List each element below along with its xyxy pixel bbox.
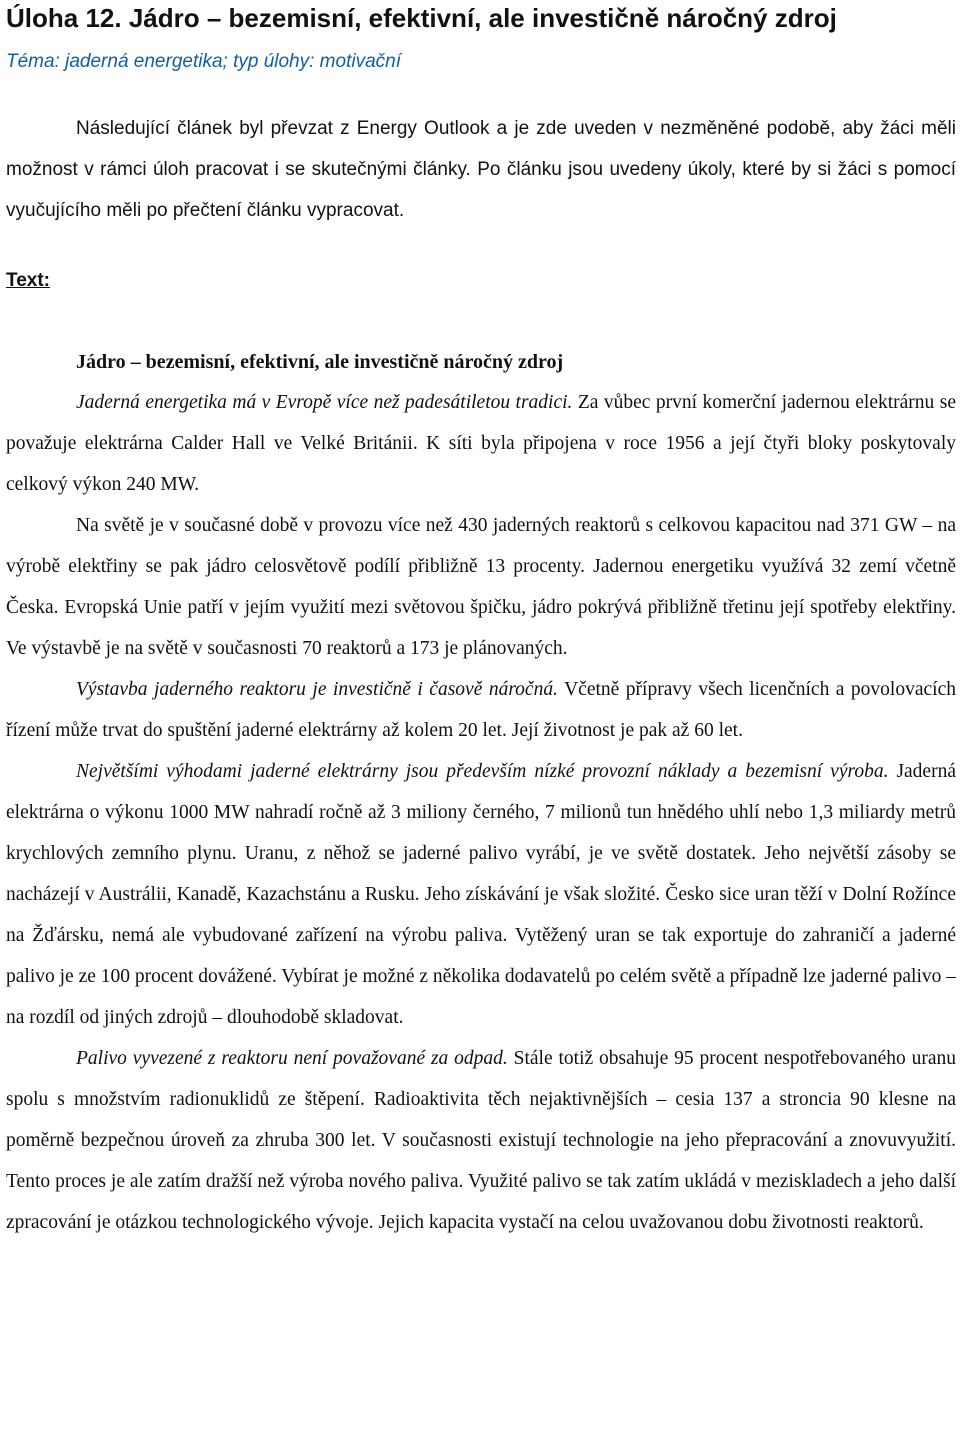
article-body xyxy=(6,382,956,1243)
paragraph-lead-italic: Výstavba jaderného reaktoru je investičně i časově náročná. xyxy=(76,679,558,700)
article-title: Jádro – bezemisní, efektivní, ale investičně náročný zdroj xyxy=(76,351,564,373)
paragraph-text: Včetně přípravy všech licenčních a povolovacích řízení může trvat do spuštění jaderné elektrárny až kolem 20 let. Její životnost je pak až 60 let. xyxy=(6,679,956,741)
article xyxy=(6,342,956,1243)
article-paragraph xyxy=(6,1038,956,1243)
paragraph-text: Stále totiž obsahuje 95 procent nespotřebovaného uranu spolu s množstvím radionuklidů ze štěpení. Radioaktivita těch nejaktivnějších – cesia 137 a stroncia 90 klesne na poměrně bezpečnou úroveň za zhruba 300 let. V současnosti existují technologie na jeho přepracování a znovuvyužití. Tento proces je ale zatím dražší než výroba nového paliva. Využité palivo se tak zatím ukládá v meziskladech a jeho další zpracování je otázkou technologického vývoje. Jejich kapacita vystačí na celou uvažovanou dobu životnosti reaktorů. xyxy=(6,1048,956,1233)
paragraph-lead-italic: Palivo vyvezené z reaktoru není považované za odpad. xyxy=(76,1048,508,1069)
article-paragraph xyxy=(6,505,956,669)
paragraph-text: Za vůbec první komerční jadernou elektrárnu se považuje elektrárna Calder Hall ve Velké Británii. K síti byla připojena v roce 1956 a její čtyři bloky poskytovaly celkový výkon 240 MW. xyxy=(6,392,956,495)
intro-paragraph: Následující článek byl převzat z Energy Outlook a je zde uveden v nezměněné podobě, aby žáci měli možnost v rámci úloh pracovat i se skutečnými články. Po článku jsou uvedeny úkoly, které by si žáci s pomocí vyučujícího měli po přečtení článku vypracovat. xyxy=(6,118,956,221)
article-paragraph xyxy=(6,751,956,1038)
paragraph-text: Na světě je v současné době v provozu více než 430 jaderných reaktorů s celkovou kapacitou nad 371 GW – na výrobě elektřiny se pak jádro celosvětově podílí přibližně 13 procenty. Jadernou energetiku využívá 32 zemí včetně Česka. Evropská Unie patří v jejím využití mezi světovou špičku, jádro pokrývá přibližně třetinu její spotřeby elektřiny. Ve výstavbě je na světě v současnosti 70 reaktorů a 173 je plánovaných. xyxy=(6,515,956,659)
page-title: Úloha 12. Jádro – bezemisní, efektivní, ale investičně náročný zdroj xyxy=(6,3,837,33)
article-paragraph xyxy=(6,382,956,505)
paragraph-text: Jaderná elektrárna o výkonu 1000 MW nahradí ročně až 3 miliony černého, 7 milionů tun hnědého uhlí nebo 1,3 miliardy metrů krychlových zemního plynu. Uranu, z něhož se jaderné palivo vyrábí, je ve světě dostatek. Jeho největší zásoby se nacházejí v Austrálii, Kanadě, Kazachstánu a Rusku. Jeho získávání je však složité. Česko sice uran těží v Dolní Rožínce na Žďársku, nemá ale vybudované zařízení na výrobu paliva. Vytěžený uran se tak exportuje do zahraničí a jaderné palivo je ze 100 procent dovážené. Vybírat je možné z několika dodavatelů po celém světě a případně lze jaderné palivo – na rozdíl od jiných zdrojů – dlouhodobě skladovat. xyxy=(6,761,956,1028)
text-section-label: Text: xyxy=(6,270,50,291)
paragraph-lead-italic: Největšími výhodami jaderné elektrárny jsou především nízké provozní náklady a bezemisní výroba. xyxy=(76,761,889,782)
article-paragraph xyxy=(6,669,956,751)
paragraph-lead-italic: Jaderná energetika má v Evropě více než padesátiletou tradici. xyxy=(76,392,573,413)
page-subtitle: Téma: jaderná energetika; typ úlohy: motivační xyxy=(6,51,401,72)
